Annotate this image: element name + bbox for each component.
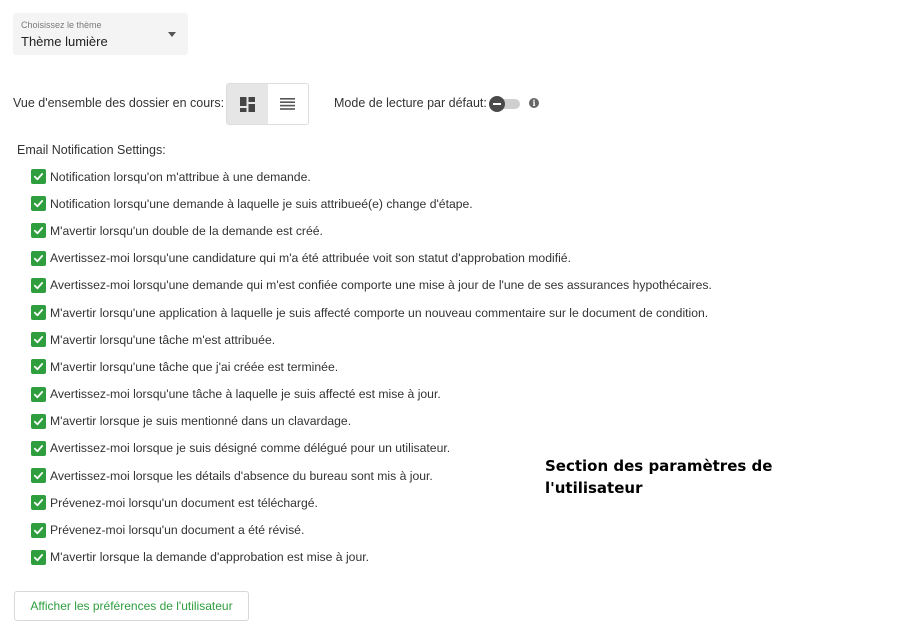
check-icon [33,280,44,291]
notification-item [31,299,712,326]
checkbox[interactable] [31,332,46,347]
checkbox[interactable] [31,550,46,565]
check-icon [33,334,44,345]
checkbox[interactable] [31,414,46,429]
grid-icon [240,97,255,112]
notification-label: M'avertir lorsqu'une tâche m'est attribuée. [50,332,276,347]
theme-select-label: Choisissez le thème [21,20,102,30]
check-icon [33,525,44,536]
checkbox[interactable] [31,196,46,211]
notification-item [31,381,712,408]
notification-list [31,163,712,571]
notification-item [31,326,712,353]
check-icon [33,361,44,372]
notification-item [31,516,712,543]
notification-item [31,217,712,244]
notification-label: M'avertir lorsqu'une application à laquelle je suis affecté comporte un nouveau commentaire sur le document de condition. [50,305,709,320]
notification-label: Avertissez-moi lorsqu'une candidature qui m'a été attribuée voit son statut d'approbation modifié. [50,251,571,266]
checkbox[interactable] [31,387,46,402]
grid-view-button[interactable] [227,84,268,124]
chevron-down-icon [168,32,176,37]
checkbox[interactable] [31,495,46,510]
info-icon[interactable]: i [529,98,539,108]
email-settings-title: Email Notification Settings: [17,143,166,157]
notification-item [31,272,712,299]
notification-label: Avertissez-moi lorsque je suis désigné comme délégué pour un utilisateur. [50,441,451,456]
check-icon [33,416,44,427]
notification-item [31,408,712,435]
notification-item [31,245,712,272]
checkbox[interactable] [31,223,46,238]
notification-label: Avertissez-moi lorsque les détails d'absence du bureau sont mis à jour. [50,468,433,483]
check-icon [33,253,44,264]
reading-mode-toggle[interactable] [489,96,521,112]
reading-mode-label: Mode de lecture par défaut: [334,96,487,110]
notification-label: Notification lorsqu'une demande à laquelle je suis attribueé(e) change d'étape. [50,196,473,211]
annotation-line-2: l'utilisateur [545,479,643,497]
theme-select-value: Thème lumière [21,34,108,49]
notification-item [31,353,712,380]
notification-label: M'avertir lorsqu'une tâche que j'ai créée est terminée. [50,359,339,374]
notification-label: M'avertir lorsque la demande d'approbation est mise à jour. [50,550,369,565]
notification-label: Prévenez-moi lorsqu'un document a été révisé. [50,523,305,538]
notification-label: Avertissez-moi lorsqu'une tâche à laquelle je suis affecté est mise à jour. [50,387,441,402]
show-preferences-button[interactable]: Afficher les préférences de l'utilisateur [14,591,249,621]
theme-select[interactable] [13,13,188,55]
notification-item [31,190,712,217]
check-icon [33,389,44,400]
check-icon [33,470,44,481]
checkbox[interactable] [31,359,46,374]
annotation-line-1: Section des paramètres de [545,457,773,475]
check-icon [33,198,44,209]
list-icon [280,98,295,110]
check-icon [33,443,44,454]
list-view-button[interactable] [268,84,309,124]
checkbox[interactable] [31,169,46,184]
checkbox[interactable] [31,468,46,483]
notification-label: M'avertir lorsqu'un double de la demande est créé. [50,223,323,238]
check-icon [33,552,44,563]
checkbox[interactable] [31,278,46,293]
notification-item [31,163,712,190]
notification-label: Notification lorsqu'on m'attribue à une demande. [50,169,311,184]
check-icon [33,307,44,318]
notification-label: M'avertir lorsque je suis mentionné dans un clavardage. [50,414,352,429]
checkbox[interactable] [31,305,46,320]
checkbox[interactable] [31,523,46,538]
check-icon [33,225,44,236]
notification-label: Prévenez-moi lorsqu'un document est téléchargé. [50,495,318,510]
notification-label: Avertissez-moi lorsqu'une demande qui m'est confiée comporte une mise à jour de l'une de ses assurances hypothécaires. [50,278,712,293]
toggle-thumb [489,96,505,112]
notification-item [31,544,712,571]
section-annotation [545,455,805,499]
overview-label: Vue d'ensemble des dossier en cours: [13,96,225,110]
check-icon [33,497,44,508]
checkbox[interactable] [31,441,46,456]
checkbox[interactable] [31,251,46,266]
view-toggle [226,83,309,125]
check-icon [33,171,44,182]
